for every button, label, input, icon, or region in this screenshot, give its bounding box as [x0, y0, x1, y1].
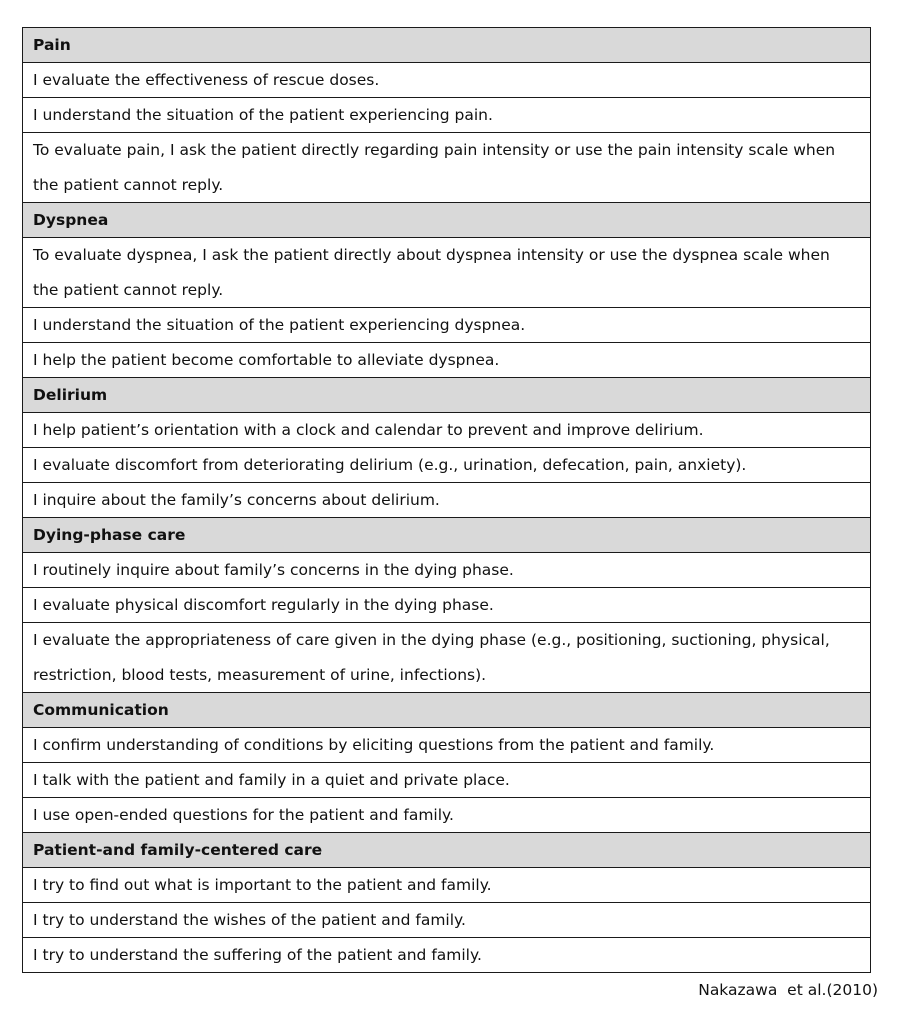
table-row — [23, 413, 871, 448]
section-title: Communication — [23, 693, 871, 728]
section-header-row — [23, 378, 871, 413]
item-text: I try to find out what is important to the patient and family. — [23, 868, 871, 903]
item-text: To evaluate dyspnea, I ask the patient directly about dyspnea intensity or use the dyspnea scale when the patient cannot reply. — [23, 238, 871, 308]
table-row — [23, 623, 871, 693]
section-header-row — [23, 693, 871, 728]
section-title: Patient-and family-centered care — [23, 833, 871, 868]
item-text: I try to understand the wishes of the patient and family. — [23, 903, 871, 938]
table-row — [23, 448, 871, 483]
section-title: Dying-phase care — [23, 518, 871, 553]
table-row — [23, 868, 871, 903]
table-row — [23, 483, 871, 518]
item-text: I evaluate physical discomfort regularly in the dying phase. — [23, 588, 871, 623]
table-row — [23, 133, 871, 203]
item-text: I evaluate the appropriateness of care given in the dying phase (e.g., positioning, suctioning, physical, restriction, blood tests, measurement of urine, infections). — [23, 623, 871, 693]
table-row — [23, 98, 871, 133]
item-text: I talk with the patient and family in a quiet and private place. — [23, 763, 871, 798]
item-text: I help patient’s orientation with a clock and calendar to prevent and improve delirium. — [23, 413, 871, 448]
item-text: I evaluate discomfort from deteriorating delirium (e.g., urination, defecation, pain, anxiety). — [23, 448, 871, 483]
table-row — [23, 63, 871, 98]
item-text: I routinely inquire about family’s concerns in the dying phase. — [23, 553, 871, 588]
section-title: Delirium — [23, 378, 871, 413]
section-title: Pain — [23, 28, 871, 63]
table-row — [23, 763, 871, 798]
citation: Nakazawa et al.(2010) — [698, 981, 878, 999]
table-row — [23, 903, 871, 938]
section-header-row — [23, 518, 871, 553]
item-text: I understand the situation of the patient experiencing pain. — [23, 98, 871, 133]
table-row — [23, 308, 871, 343]
item-text: I understand the situation of the patient experiencing dyspnea. — [23, 308, 871, 343]
assessment-table — [22, 27, 871, 973]
item-text: I use open-ended questions for the patient and family. — [23, 798, 871, 833]
section-title: Dyspnea — [23, 203, 871, 238]
item-text: I evaluate the effectiveness of rescue doses. — [23, 63, 871, 98]
table-row — [23, 238, 871, 308]
table-body — [23, 28, 871, 973]
table-row — [23, 553, 871, 588]
table-row — [23, 588, 871, 623]
table-row — [23, 798, 871, 833]
section-header-row — [23, 203, 871, 238]
item-text: To evaluate pain, I ask the patient directly regarding pain intensity or use the pain intensity scale when the patient cannot reply. — [23, 133, 871, 203]
item-text: I help the patient become comfortable to alleviate dyspnea. — [23, 343, 871, 378]
table-row — [23, 728, 871, 763]
item-text: I try to understand the suffering of the patient and family. — [23, 938, 871, 973]
item-text: I confirm understanding of conditions by eliciting questions from the patient and family. — [23, 728, 871, 763]
section-header-row — [23, 28, 871, 63]
item-text: I inquire about the family’s concerns about delirium. — [23, 483, 871, 518]
table-row — [23, 343, 871, 378]
table-row — [23, 938, 871, 973]
section-header-row — [23, 833, 871, 868]
